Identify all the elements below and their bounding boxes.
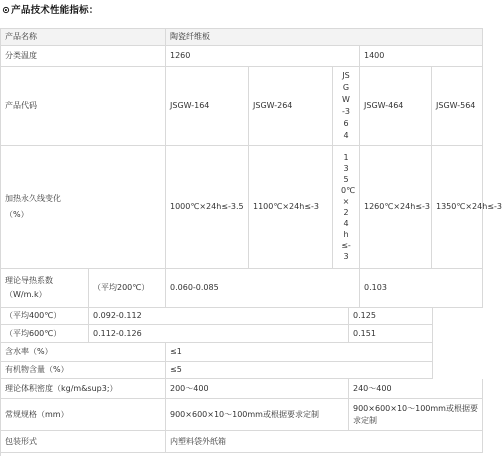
label-avg-200: （平均200℃） [89, 269, 166, 308]
code-jsgw-164: JSGW-164 [166, 67, 249, 146]
code-jsgw-364-text: JSGW-364 [342, 71, 350, 140]
label-product-name: 产品名称 [1, 29, 166, 46]
label-thermal-conductivity [1, 269, 89, 308]
label-density: 理论体积密度（kg/m&sup3;） [1, 379, 166, 399]
label-moisture: 含水率（%） [1, 343, 166, 362]
value-class-temp-1400: 1400 [360, 46, 483, 67]
shrink-464 [360, 146, 432, 269]
shrink-364-text: 1350℃×24h≤-3 [341, 153, 356, 261]
label-product-code: 产品代码 [1, 67, 166, 146]
value-organic: ≤5 [166, 362, 433, 379]
section-heading-text: 产品技术性能指标： [11, 5, 99, 16]
label-linear-change [1, 146, 166, 269]
value-product-name: 陶瓷纤维板 [166, 29, 483, 46]
code-jsgw-364 [333, 67, 360, 146]
value-moisture: ≤1 [166, 343, 433, 362]
code-jsgw-264: JSGW-264 [249, 67, 333, 146]
shrink-464-text: 1260℃×24h≤-3 [364, 202, 430, 211]
label-thermal-conductivity-text: 理论导热系数（W/m.k） [5, 276, 53, 299]
shrink-564-text: 1350℃×24h≤-3 [436, 202, 502, 211]
label-linear-change-text: 加热永久线变化（%） [5, 194, 61, 219]
circled-dot-icon: ⊙ [2, 5, 11, 16]
value-conductivity-400-a: 0.092-0.112 [89, 308, 349, 325]
value-dimensions-b [349, 399, 483, 431]
shrink-264-text: 1100℃×24h≤-3 [253, 202, 319, 211]
value-class-temp-1260: 1260 [166, 46, 360, 67]
code-jsgw-564: JSGW-564 [432, 67, 483, 146]
value-density-a: 200～400 [166, 379, 349, 399]
label-dimensions: 常规规格（mm） [1, 399, 166, 431]
shrink-164-text: 1000℃×24h≤-3.5 [170, 202, 244, 211]
label-avg-400: （平均400℃） [1, 308, 89, 325]
section-heading [2, 2, 98, 18]
shrink-564 [432, 146, 502, 269]
shrink-264 [249, 146, 333, 269]
value-conductivity-600-b: 0.151 [349, 325, 433, 343]
label-packaging: 包装形式 [1, 431, 166, 453]
value-conductivity-400-b: 0.125 [349, 308, 433, 325]
value-packaging: 内塑料袋外纸箱 [166, 431, 483, 453]
value-dimensions-a: 900×600×10～100mm或根据要求定制 [166, 399, 349, 431]
value-dimensions-b-text: 900×600×10～100mm或根据要求定制 [353, 403, 478, 425]
value-conductivity-200-b: 0.103 [360, 269, 483, 308]
label-organic: 有机物含量（%） [1, 362, 166, 379]
label-avg-600: （平均600℃） [1, 325, 89, 343]
code-jsgw-464: JSGW-464 [360, 67, 432, 146]
shrink-364 [333, 146, 360, 269]
value-conductivity-200-a: 0.060-0.085 [166, 269, 360, 308]
shrink-164 [166, 146, 249, 269]
value-density-b: 240～400 [349, 379, 483, 399]
value-conductivity-600-a: 0.112-0.126 [89, 325, 349, 343]
label-class-temp: 分类温度 [1, 46, 166, 67]
